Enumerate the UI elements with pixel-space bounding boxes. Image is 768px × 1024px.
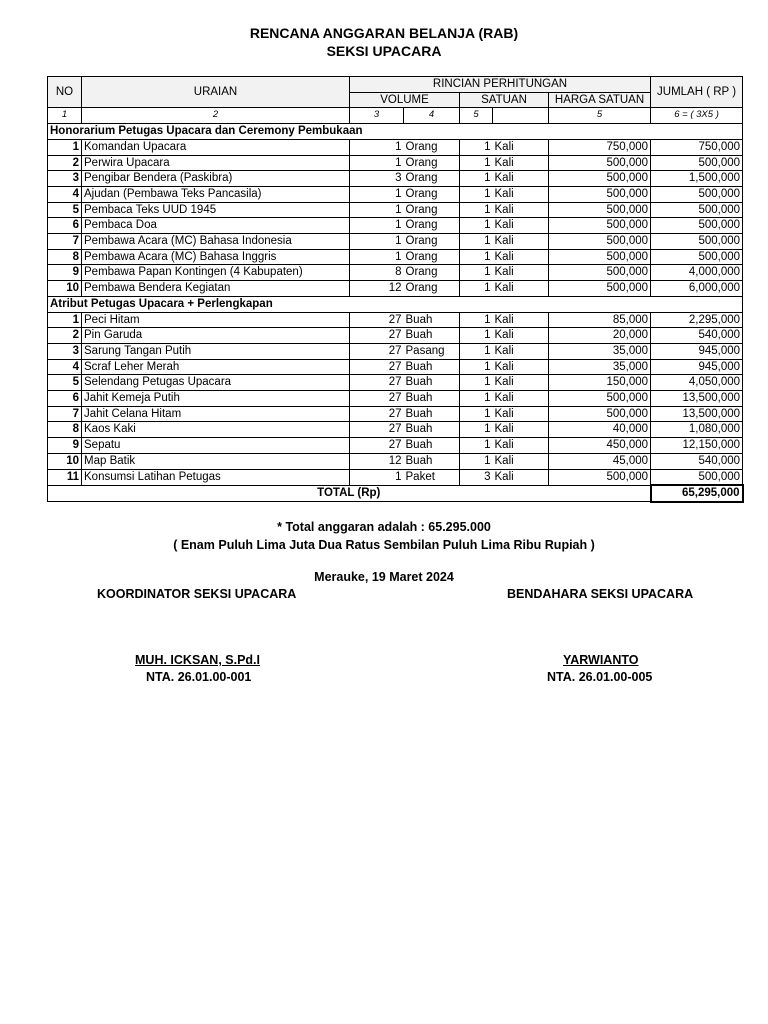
line-total: 6,000,000: [651, 281, 743, 297]
satuan-unit: Kali: [493, 202, 549, 218]
item-description: Peci Hitam: [82, 312, 350, 328]
satuan-unit: Kali: [493, 265, 549, 281]
satuan-unit: Kali: [493, 453, 549, 469]
volume-quantity: 1: [350, 218, 404, 234]
volume-unit: Orang: [404, 186, 460, 202]
volume-unit: Buah: [404, 453, 460, 469]
satuan-unit: Kali: [493, 359, 549, 375]
header-rincian: RINCIAN PERHITUNGAN: [350, 77, 651, 93]
item-number: 4: [48, 186, 82, 202]
volume-quantity: 1: [350, 139, 404, 155]
volume-unit: Orang: [404, 249, 460, 265]
satuan-unit: Kali: [493, 249, 549, 265]
unit-price: 500,000: [549, 218, 651, 234]
table-row: [48, 155, 743, 171]
satuan-unit: Kali: [493, 312, 549, 328]
satuan-quantity: 1: [460, 186, 493, 202]
item-description: Konsumsi Latihan Petugas: [82, 469, 350, 485]
column-number: 1: [48, 108, 82, 124]
item-description: Kaos Kaki: [82, 422, 350, 438]
satuan-quantity: 1: [460, 139, 493, 155]
volume-quantity: 12: [350, 281, 404, 297]
table-row: [48, 218, 743, 234]
section-title: Honorarium Petugas Upacara dan Ceremony Pembukaan: [48, 124, 743, 140]
item-number: 7: [48, 406, 82, 422]
satuan-quantity: 1: [460, 202, 493, 218]
satuan-quantity: 1: [460, 359, 493, 375]
signatory-left-name: MUH. ICKSAN, S.Pd.I: [135, 653, 261, 667]
item-description: Jahit Celana Hitam: [82, 406, 350, 422]
satuan-quantity: 1: [460, 375, 493, 391]
volume-unit: Buah: [404, 438, 460, 454]
header-harga: HARGA SATUAN: [549, 92, 651, 108]
item-number: 6: [48, 218, 82, 234]
item-number: 5: [48, 375, 82, 391]
satuan-unit: Kali: [493, 171, 549, 187]
header-uraian: URAIAN: [82, 77, 350, 108]
item-number: 2: [48, 155, 82, 171]
table-row: [48, 202, 743, 218]
volume-quantity: 27: [350, 312, 404, 328]
volume-quantity: 27: [350, 422, 404, 438]
item-description: Jahit Kemeja Putih: [82, 391, 350, 407]
line-total: 945,000: [651, 359, 743, 375]
total-summary: * Total anggaran adalah : 65.295.000: [277, 520, 491, 534]
satuan-unit: Kali: [493, 155, 549, 171]
item-description: Pembawa Acara (MC) Bahasa Inggris: [82, 249, 350, 265]
item-description: Perwira Upacara: [82, 155, 350, 171]
item-number: 3: [48, 171, 82, 187]
volume-quantity: 1: [350, 186, 404, 202]
signatory-right-name: YARWIANTO: [563, 653, 639, 667]
volume-quantity: 27: [350, 359, 404, 375]
satuan-quantity: 1: [460, 453, 493, 469]
section-title: Atribut Petugas Upacara + Perlengkapan: [48, 296, 743, 312]
item-description: Sepatu: [82, 438, 350, 454]
item-number: 2: [48, 328, 82, 344]
document-subtitle: SEKSI UPACARA: [326, 43, 442, 59]
item-number: 4: [48, 359, 82, 375]
unit-price: 500,000: [549, 155, 651, 171]
table-row: [48, 171, 743, 187]
item-description: Selendang Petugas Upacara: [82, 375, 350, 391]
line-total: 4,000,000: [651, 265, 743, 281]
volume-quantity: 1: [350, 234, 404, 250]
volume-quantity: 27: [350, 328, 404, 344]
item-number: 3: [48, 343, 82, 359]
item-description: Sarung Tangan Putih: [82, 343, 350, 359]
line-total: 4,050,000: [651, 375, 743, 391]
line-total: 13,500,000: [651, 391, 743, 407]
item-description: Pin Garuda: [82, 328, 350, 344]
line-total: 500,000: [651, 186, 743, 202]
line-total: 540,000: [651, 453, 743, 469]
header-jumlah: JUMLAH ( RP ): [651, 77, 743, 108]
item-description: Komandan Upacara: [82, 139, 350, 155]
column-number: 3: [350, 108, 404, 124]
item-number: 10: [48, 281, 82, 297]
volume-unit: Buah: [404, 406, 460, 422]
unit-price: 500,000: [549, 234, 651, 250]
satuan-quantity: 1: [460, 391, 493, 407]
volume-quantity: 27: [350, 406, 404, 422]
column-number: [493, 108, 549, 124]
satuan-unit: Kali: [493, 438, 549, 454]
satuan-unit: Kali: [493, 469, 549, 485]
volume-unit: Orang: [404, 281, 460, 297]
unit-price: 500,000: [549, 249, 651, 265]
item-number: 10: [48, 453, 82, 469]
item-number: 1: [48, 139, 82, 155]
satuan-quantity: 1: [460, 218, 493, 234]
total-in-words: ( Enam Puluh Lima Juta Dua Ratus Sembilan Puluh Lima Ribu Rupiah ): [173, 538, 595, 552]
table-row: [48, 359, 743, 375]
item-description: Pembawa Acara (MC) Bahasa Indonesia: [82, 234, 350, 250]
unit-price: 20,000: [549, 328, 651, 344]
satuan-quantity: 1: [460, 343, 493, 359]
volume-quantity: 27: [350, 343, 404, 359]
volume-quantity: 12: [350, 453, 404, 469]
unit-price: 500,000: [549, 469, 651, 485]
satuan-unit: Kali: [493, 328, 549, 344]
table-row: [48, 281, 743, 297]
unit-price: 45,000: [549, 453, 651, 469]
total-label: TOTAL (Rp): [48, 485, 651, 502]
item-number: 9: [48, 265, 82, 281]
total-row: [48, 485, 743, 502]
item-description: Scraf Leher Merah: [82, 359, 350, 375]
line-total: 500,000: [651, 234, 743, 250]
table-row: [48, 391, 743, 407]
line-total: 2,295,000: [651, 312, 743, 328]
satuan-quantity: 1: [460, 249, 493, 265]
item-number: 9: [48, 438, 82, 454]
volume-unit: Orang: [404, 218, 460, 234]
item-number: 6: [48, 391, 82, 407]
section-row: [48, 296, 743, 312]
satuan-unit: Kali: [493, 406, 549, 422]
line-total: 540,000: [651, 328, 743, 344]
column-number: 6 = ( 3X5 ): [651, 108, 743, 124]
table-row: [48, 469, 743, 485]
total-value: 65,295,000: [651, 485, 743, 502]
table-row: [48, 139, 743, 155]
section-row: [48, 124, 743, 140]
unit-price: 750,000: [549, 139, 651, 155]
signatory-left-role: KOORDINATOR SEKSI UPACARA: [97, 587, 297, 601]
satuan-quantity: 1: [460, 312, 493, 328]
table-row: [48, 265, 743, 281]
volume-unit: Orang: [404, 234, 460, 250]
item-description: Pembawa Papan Kontingen (4 Kabupaten): [82, 265, 350, 281]
volume-unit: Orang: [404, 171, 460, 187]
satuan-quantity: 1: [460, 155, 493, 171]
unit-price: 40,000: [549, 422, 651, 438]
volume-quantity: 1: [350, 155, 404, 171]
satuan-unit: Kali: [493, 234, 549, 250]
satuan-quantity: 1: [460, 328, 493, 344]
satuan-quantity: 1: [460, 265, 493, 281]
satuan-quantity: 1: [460, 171, 493, 187]
volume-quantity: 1: [350, 249, 404, 265]
line-total: 1,080,000: [651, 422, 743, 438]
document-title: RENCANA ANGGARAN BELANJA (RAB): [249, 25, 519, 41]
signatory-right-nta: NTA. 26.01.00-005: [547, 670, 653, 684]
budget-table: [47, 76, 744, 503]
volume-quantity: 27: [350, 391, 404, 407]
item-description: Ajudan (Pembawa Teks Pancasila): [82, 186, 350, 202]
volume-unit: Orang: [404, 155, 460, 171]
unit-price: 150,000: [549, 375, 651, 391]
unit-price: 500,000: [549, 186, 651, 202]
table-row: [48, 249, 743, 265]
volume-unit: Orang: [404, 139, 460, 155]
unit-price: 450,000: [549, 438, 651, 454]
line-total: 500,000: [651, 469, 743, 485]
satuan-quantity: 1: [460, 422, 493, 438]
volume-unit: Buah: [404, 359, 460, 375]
satuan-quantity: 1: [460, 406, 493, 422]
volume-quantity: 27: [350, 438, 404, 454]
volume-quantity: 3: [350, 171, 404, 187]
satuan-quantity: 1: [460, 234, 493, 250]
satuan-unit: Kali: [493, 218, 549, 234]
unit-price: 500,000: [549, 202, 651, 218]
volume-unit: Orang: [404, 202, 460, 218]
volume-unit: Buah: [404, 312, 460, 328]
unit-price: 35,000: [549, 343, 651, 359]
header-no: NO: [48, 77, 82, 108]
signatory-left-nta: NTA. 26.01.00-001: [146, 670, 252, 684]
unit-price: 500,000: [549, 171, 651, 187]
volume-unit: Buah: [404, 391, 460, 407]
header-satuan: SATUAN: [460, 92, 549, 108]
item-number: 1: [48, 312, 82, 328]
table-row: [48, 438, 743, 454]
column-number: 5: [460, 108, 493, 124]
item-description: Pembawa Bendera Kegiatan: [82, 281, 350, 297]
column-number: 2: [82, 108, 350, 124]
line-total: 12,150,000: [651, 438, 743, 454]
line-total: 1,500,000: [651, 171, 743, 187]
item-number: 5: [48, 202, 82, 218]
item-number: 8: [48, 249, 82, 265]
volume-unit: Paket: [404, 469, 460, 485]
line-total: 750,000: [651, 139, 743, 155]
volume-unit: Pasang: [404, 343, 460, 359]
column-number: 5: [549, 108, 651, 124]
satuan-unit: Kali: [493, 375, 549, 391]
volume-quantity: 8: [350, 265, 404, 281]
table-row: [48, 186, 743, 202]
item-description: Pembaca Teks UUD 1945: [82, 202, 350, 218]
header-volume: VOLUME: [350, 92, 460, 108]
unit-price: 500,000: [549, 281, 651, 297]
item-number: 11: [48, 469, 82, 485]
volume-quantity: 27: [350, 375, 404, 391]
volume-quantity: 1: [350, 469, 404, 485]
table-row: [48, 343, 743, 359]
satuan-unit: Kali: [493, 343, 549, 359]
unit-price: 500,000: [549, 406, 651, 422]
volume-unit: Buah: [404, 422, 460, 438]
place-date: Merauke, 19 Maret 2024: [314, 570, 454, 584]
satuan-quantity: 3: [460, 469, 493, 485]
table-row: [48, 453, 743, 469]
line-total: 945,000: [651, 343, 743, 359]
volume-unit: Orang: [404, 265, 460, 281]
satuan-unit: Kali: [493, 422, 549, 438]
line-total: 500,000: [651, 155, 743, 171]
table-row: [48, 312, 743, 328]
table-row: [48, 328, 743, 344]
unit-price: 85,000: [549, 312, 651, 328]
signatory-right-role: BENDAHARA SEKSI UPACARA: [507, 587, 694, 601]
satuan-quantity: 1: [460, 438, 493, 454]
item-description: Map Batik: [82, 453, 350, 469]
item-number: 8: [48, 422, 82, 438]
volume-unit: Buah: [404, 328, 460, 344]
column-number: 4: [404, 108, 460, 124]
volume-quantity: 1: [350, 202, 404, 218]
item-description: Pengibar Bendera (Paskibra): [82, 171, 350, 187]
unit-price: 35,000: [549, 359, 651, 375]
item-number: 7: [48, 234, 82, 250]
line-total: 500,000: [651, 218, 743, 234]
satuan-unit: Kali: [493, 391, 549, 407]
unit-price: 500,000: [549, 391, 651, 407]
table-row: [48, 406, 743, 422]
item-description: Pembaca Doa: [82, 218, 350, 234]
line-total: 500,000: [651, 202, 743, 218]
satuan-unit: Kali: [493, 281, 549, 297]
satuan-quantity: 1: [460, 281, 493, 297]
satuan-unit: Kali: [493, 139, 549, 155]
line-total: 500,000: [651, 249, 743, 265]
table-row: [48, 375, 743, 391]
table-row: [48, 422, 743, 438]
line-total: 13,500,000: [651, 406, 743, 422]
volume-unit: Buah: [404, 375, 460, 391]
unit-price: 500,000: [549, 265, 651, 281]
satuan-unit: Kali: [493, 186, 549, 202]
table-row: [48, 234, 743, 250]
